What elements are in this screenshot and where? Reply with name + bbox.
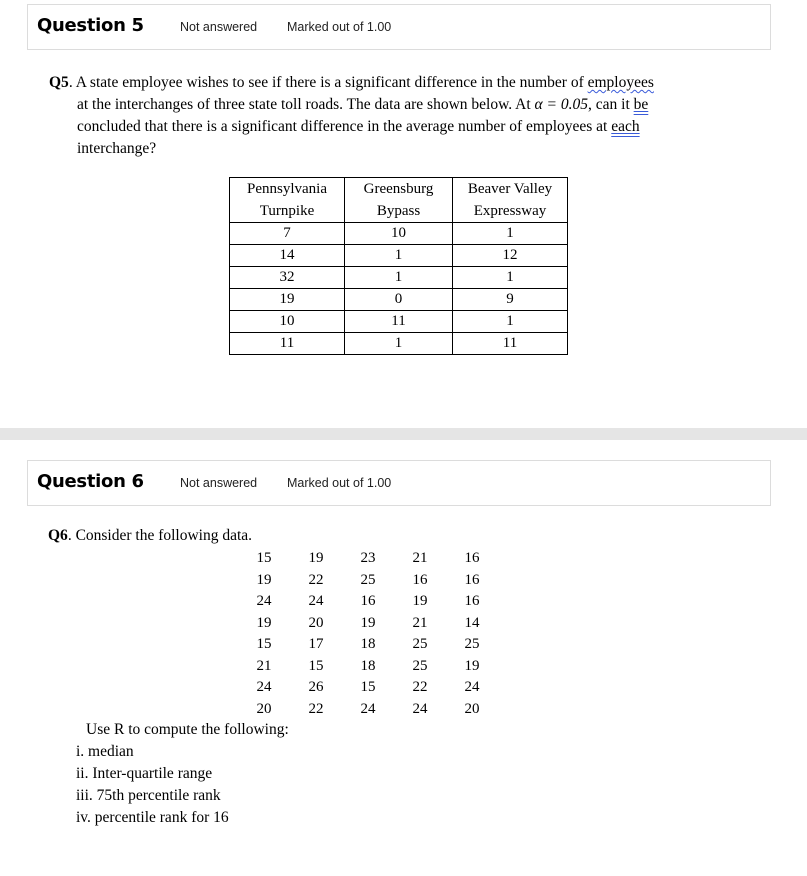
data-value: 20	[308, 614, 324, 631]
data-value: 25	[412, 657, 428, 674]
data-value: 22	[308, 571, 324, 588]
question-6-data-grid	[238, 548, 498, 720]
data-value: 19	[412, 593, 428, 610]
data-value: 24	[412, 700, 428, 717]
table-row	[230, 267, 568, 289]
data-value: 22	[412, 679, 428, 696]
alpha-expression: α = 0.05	[534, 96, 589, 113]
data-row	[238, 634, 498, 656]
question-marks: Marked out of 1.00	[287, 476, 392, 490]
table-cell: 1	[453, 267, 568, 289]
question-6-instructions	[76, 721, 289, 831]
data-value: 22	[308, 700, 324, 717]
table-cell: 1	[345, 267, 453, 289]
question-5-line-2: at the interchanges of three state toll roads. The data are shown below. At α = 0.05, can it be	[77, 96, 649, 113]
underlined-word: employees	[587, 74, 654, 91]
question-label: Q6	[48, 527, 68, 544]
list-item: iv. percentile rank for 16	[76, 809, 229, 826]
data-value: 20	[256, 700, 272, 717]
data-row	[238, 591, 498, 613]
question-marks: Marked out of 1.00	[287, 20, 392, 34]
column-header: Beaver Valley Expressway	[453, 178, 568, 223]
data-value: 19	[308, 550, 324, 567]
list-item: ii. Inter-quartile range	[76, 765, 213, 782]
table-cell: 12	[453, 245, 568, 267]
question-6-intro: Q6. Consider the following data.	[48, 527, 253, 544]
data-value: 16	[464, 550, 480, 567]
data-row	[238, 656, 498, 678]
question-5-line-3: concluded that there is a significant difference in the average number of employees at each	[77, 118, 640, 135]
data-value: 16	[360, 593, 376, 610]
question-divider	[0, 428, 807, 440]
table-cell: 1	[453, 223, 568, 245]
table-row	[230, 223, 568, 245]
question-title: Question 6	[37, 471, 144, 492]
table-cell: 1	[453, 311, 568, 333]
list-item: iii. 75th percentile rank	[76, 787, 221, 804]
question-5-text	[49, 72, 749, 160]
data-value: 20	[464, 700, 480, 717]
question-status: Not answered	[180, 20, 258, 34]
table-cell: 10	[230, 311, 345, 333]
data-value: 21	[256, 657, 272, 674]
underlined-word: be	[633, 96, 649, 113]
data-value: 19	[256, 571, 272, 588]
data-value: 18	[360, 636, 376, 653]
table-cell: 32	[230, 267, 345, 289]
data-value: 15	[256, 550, 272, 567]
data-value: 24	[464, 679, 480, 696]
question-title: Question 5	[37, 15, 144, 36]
data-value: 24	[256, 679, 272, 696]
data-value: 14	[464, 614, 480, 631]
instruction-text: Use R to compute the following:	[86, 721, 289, 738]
table-row	[230, 333, 568, 355]
data-value: 15	[256, 636, 272, 653]
data-value: 15	[360, 679, 376, 696]
table-row	[230, 311, 568, 333]
question-5-line-4: interchange?	[77, 140, 157, 157]
table-cell: 1	[345, 333, 453, 355]
table-cell: 14	[230, 245, 345, 267]
underlined-word: each	[611, 118, 640, 135]
data-value: 25	[464, 636, 480, 653]
column-header: Greensburg Bypass	[345, 178, 453, 223]
data-value: 21	[412, 614, 428, 631]
data-value: 19	[256, 614, 272, 631]
table-cell: 11	[345, 311, 453, 333]
table-cell: 10	[345, 223, 453, 245]
table-cell: 0	[345, 289, 453, 311]
column-header: Pennsylvania Turnpike	[230, 178, 345, 223]
data-value: 24	[308, 593, 324, 610]
data-value: 19	[360, 614, 376, 631]
table-cell: 11	[453, 333, 568, 355]
data-value: 26	[308, 679, 324, 696]
data-value: 25	[412, 636, 428, 653]
data-value: 16	[412, 571, 428, 588]
data-value: 24	[360, 700, 376, 717]
data-row	[238, 677, 498, 699]
data-value: 24	[256, 593, 272, 610]
table-cell: 11	[230, 333, 345, 355]
data-value: 16	[464, 593, 480, 610]
data-row	[238, 699, 498, 721]
data-row	[238, 613, 498, 635]
question-label: Q5	[49, 74, 69, 91]
data-value: 23	[360, 550, 376, 567]
data-row	[238, 548, 498, 570]
table-cell: 19	[230, 289, 345, 311]
data-value: 17	[308, 636, 324, 653]
table-cell: 7	[230, 223, 345, 245]
table-row	[230, 289, 568, 311]
data-value: 15	[308, 657, 324, 674]
table-header-row	[230, 178, 568, 223]
data-value: 16	[464, 571, 480, 588]
data-value: 25	[360, 571, 376, 588]
question-status: Not answered	[180, 476, 258, 490]
question-6-header	[27, 460, 771, 506]
question-5-line-1: Q5. A state employee wishes to see if there is a significant difference in the number of employees	[49, 74, 654, 91]
list-item: i. median	[76, 743, 134, 760]
data-value: 21	[412, 550, 428, 567]
data-value: 19	[464, 657, 480, 674]
table-cell: 1	[345, 245, 453, 267]
question-5-header	[27, 4, 771, 50]
data-row	[238, 570, 498, 592]
data-value: 18	[360, 657, 376, 674]
toll-road-employees-table	[229, 177, 568, 355]
table-cell: 9	[453, 289, 568, 311]
table-row	[230, 245, 568, 267]
